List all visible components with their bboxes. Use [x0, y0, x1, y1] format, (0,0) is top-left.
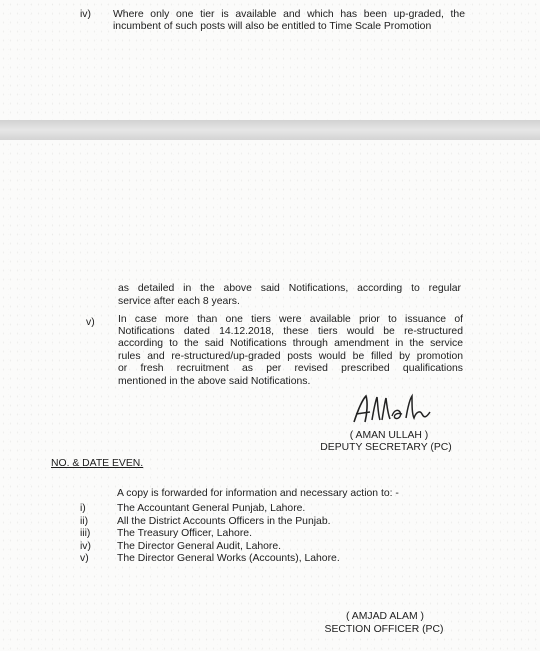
list-item: [80, 553, 400, 566]
no-and-date-line: NO. & DATE EVEN.: [51, 458, 144, 469]
page-fragment-main: [0, 140, 540, 651]
item-iv-line-1: Where only one tier is available and which has been up-graded, the: [113, 9, 465, 20]
continuation-line-1: as detailed in the above said Notifications, according to regular: [118, 283, 461, 294]
page-gap: [0, 120, 540, 140]
item-v-line-5: or fresh recruitment as per revised prescribed qualifications: [118, 363, 463, 374]
signatory-1-name: ( AMAN ULLAH ): [349, 430, 429, 441]
signatory-2-name: ( AMJAD ALAM ): [346, 611, 424, 622]
list-item-number: ii): [80, 515, 89, 527]
list-item: [80, 541, 400, 554]
signature-mark: [350, 392, 440, 428]
list-item: [80, 503, 400, 516]
signatory-1-designation: DEPUTY SECRETARY (PC): [320, 442, 452, 453]
page-fragment-top: [0, 0, 540, 120]
copy-forwarded-line: A copy is forwarded for information and necessary action to: -: [117, 488, 399, 499]
list-item-text: All the District Accounts Officers in the Punjab.: [117, 515, 331, 527]
continuation-line-2: service after each 8 years.: [118, 296, 240, 307]
list-item-number: iii): [80, 528, 91, 539]
item-v-line-1: In case more than one tiers were available prior to issuance of: [118, 314, 463, 325]
item-v-line-6: mentioned in the above said Notifications.: [118, 376, 311, 387]
list-item-text: The Treasury Officer, Lahore.: [117, 528, 252, 539]
item-iv-number: iv): [80, 9, 91, 20]
recipients-list: [80, 503, 400, 566]
item-v-number: v): [86, 317, 95, 328]
item-v-line-4: rules and re-structured/up-graded posts would be filled by promotion: [118, 351, 463, 362]
list-item-text: The Accountant General Punjab, Lahore.: [117, 503, 306, 514]
list-item-text: The Director General Audit, Lahore.: [117, 540, 282, 552]
list-item-number: v): [80, 553, 89, 564]
item-iv-line-2: incumbent of such posts will also be entitled to Time Scale Promotion: [113, 21, 432, 32]
list-item: [80, 516, 400, 529]
list-item-number: i): [80, 503, 86, 514]
list-item-text: The Director General Works (Accounts), Lahore.: [117, 553, 340, 564]
item-v-line-3: according to the said Notifications through amendment in the service: [118, 338, 463, 349]
item-v-line-2: Notifications dated 14.12.2018, these tiers would be re-structured: [118, 326, 463, 337]
list-item: [80, 528, 400, 541]
signatory-2-designation: SECTION OFFICER (PC): [324, 624, 444, 635]
list-item-number: iv): [80, 540, 91, 552]
